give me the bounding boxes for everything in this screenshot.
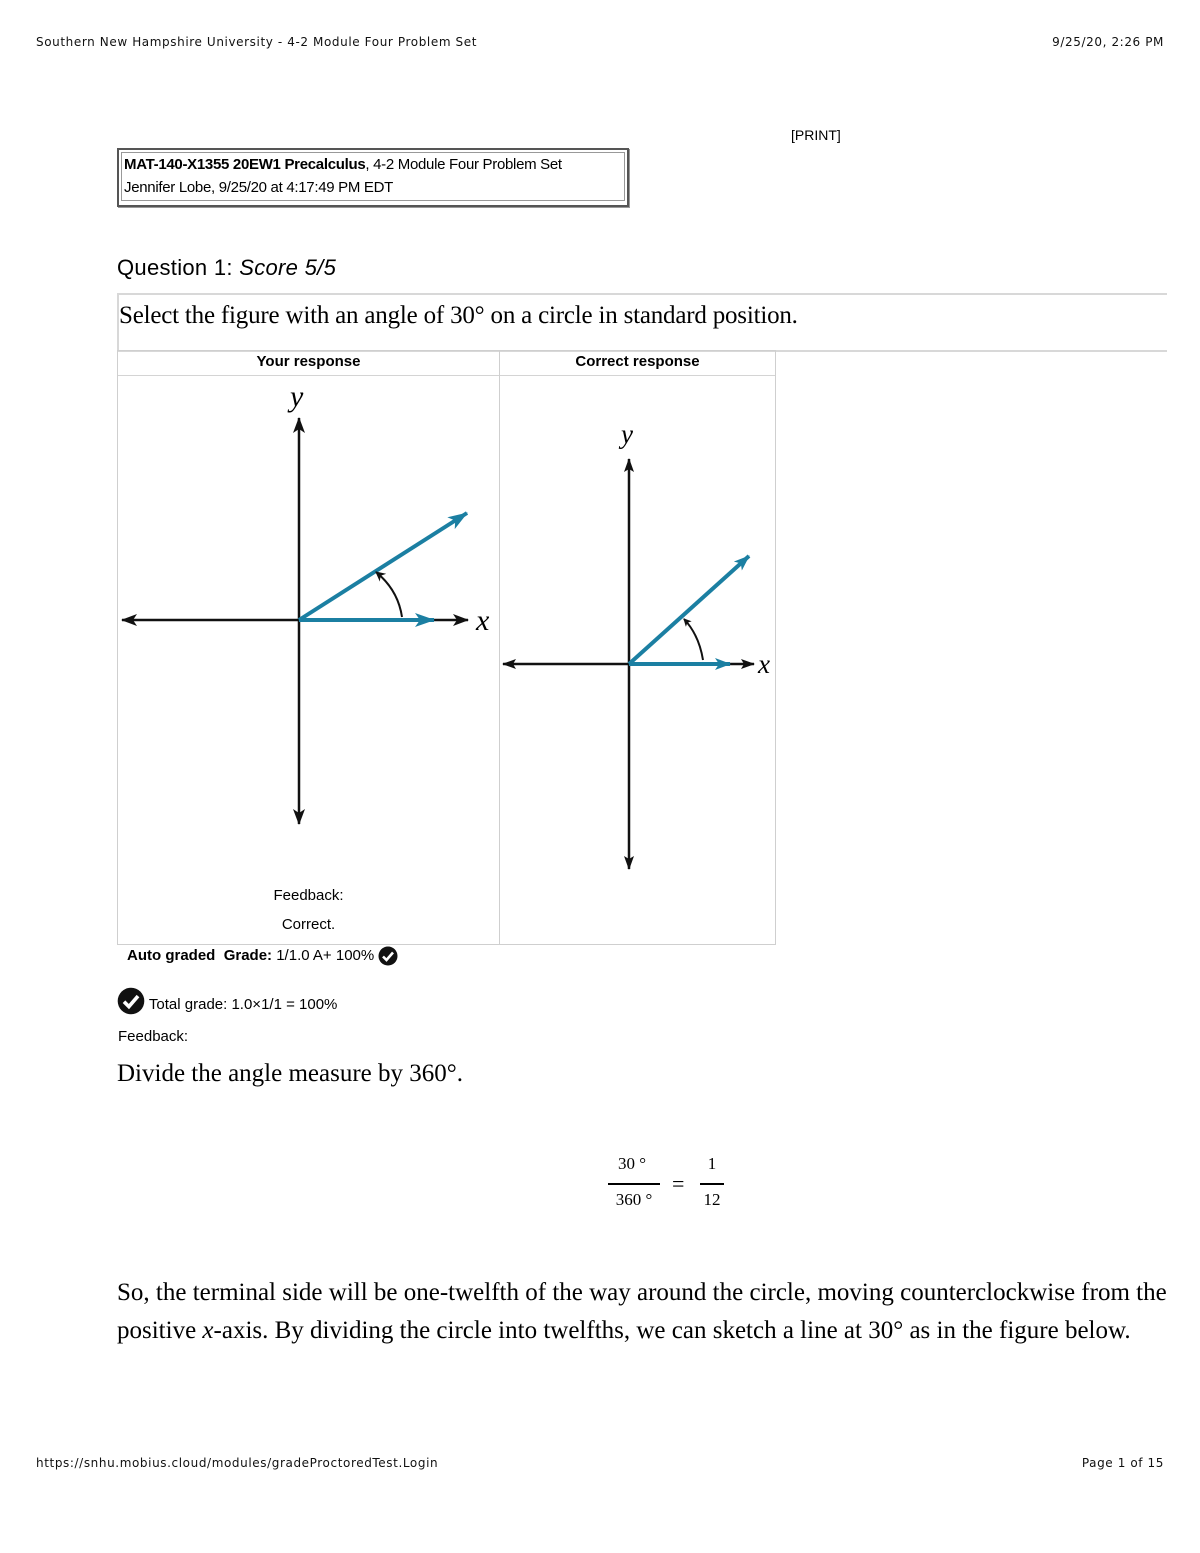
- check-circle-icon: [378, 946, 398, 966]
- student-line: Jennifer Lobe, 9/25/20 at 4:17:49 PM EDT: [124, 179, 394, 196]
- variable-x: x: [202, 1317, 214, 1344]
- explanation-feedback-label: Feedback:: [118, 1028, 189, 1045]
- terminal-side-ray: [629, 556, 749, 664]
- question-prompt: Select the figure with an angle of 30° on a circle in standard position.: [119, 302, 798, 329]
- fraction-right-denominator: 12: [703, 1190, 721, 1209]
- y-axis-label: y: [621, 421, 633, 449]
- fraction-left-bar: [608, 1183, 660, 1185]
- assignment-name: , 4-2 Module Four Problem Set: [365, 156, 562, 173]
- fraction-left-numerator: 30 °: [617, 1154, 647, 1173]
- question-label: Question 1:: [117, 255, 233, 280]
- correct-response-column: [500, 351, 775, 944]
- correct-response-figure: [500, 421, 775, 921]
- page-header-title: Southern New Hampshire University - 4-2 Module Four Problem Set: [36, 35, 478, 49]
- fraction-right-bar: [700, 1183, 724, 1185]
- total-grade: Total grade: 1.0×1/1 = 100%: [148, 995, 338, 1013]
- check-circle-icon: [117, 987, 145, 1015]
- total-grade-line: [117, 995, 337, 1015]
- feedback-value: Correct.: [281, 916, 336, 933]
- y-axis-label: y: [290, 380, 304, 413]
- angle-arc: [684, 619, 703, 660]
- response-table: [117, 350, 776, 945]
- your-response-figure: [118, 376, 499, 876]
- feedback-label: Feedback:: [273, 887, 344, 904]
- page-footer-url: https://snhu.mobius.cloud/modules/gradeProctoredTest.Login: [36, 1456, 439, 1470]
- explanation-text-part-a: So, the terminal side will be one-twelfth of the way around the circle, moving counterclockwise from the positive: [117, 1279, 1167, 1344]
- equals-sign: =: [672, 1171, 685, 1196]
- x-axis-label: x: [476, 604, 490, 637]
- grade-value: 1/1.0 A+ 100%: [276, 946, 375, 964]
- page-footer-page-number: Page 1 of 15: [1081, 1456, 1164, 1470]
- grade-label: Grade:: [223, 946, 273, 964]
- fraction-right-numerator: 1: [707, 1154, 717, 1173]
- question-title: [117, 255, 336, 281]
- x-axis-label: x: [758, 649, 770, 679]
- explanation-text-part-b: -axis. By dividing the circle into twelfths, we can sketch a line at 30° as in the figure below.: [213, 1317, 1131, 1344]
- page-header-datetime: 9/25/20, 2:26 PM: [1052, 35, 1164, 49]
- divide-instruction: Divide the angle measure by 360°.: [117, 1060, 464, 1087]
- grade-line: [127, 946, 398, 966]
- correct-response-header: Correct response: [500, 351, 775, 376]
- question-score: Score 5/5: [239, 255, 337, 280]
- angle-arc: [376, 572, 402, 617]
- your-response-column: [118, 351, 500, 944]
- terminal-side-ray: [299, 513, 467, 620]
- your-response-header: Your response: [118, 351, 499, 376]
- print-link[interactable]: [PRINT]: [791, 127, 841, 143]
- course-code: MAT-140-X1355 20EW1 Precalculus: [124, 156, 366, 173]
- auto-graded-label: Auto graded: [127, 946, 216, 964]
- explanation-paragraph: [117, 1274, 1167, 1350]
- course-info-box: [117, 148, 629, 207]
- fraction-left-denominator: 360 °: [615, 1190, 653, 1209]
